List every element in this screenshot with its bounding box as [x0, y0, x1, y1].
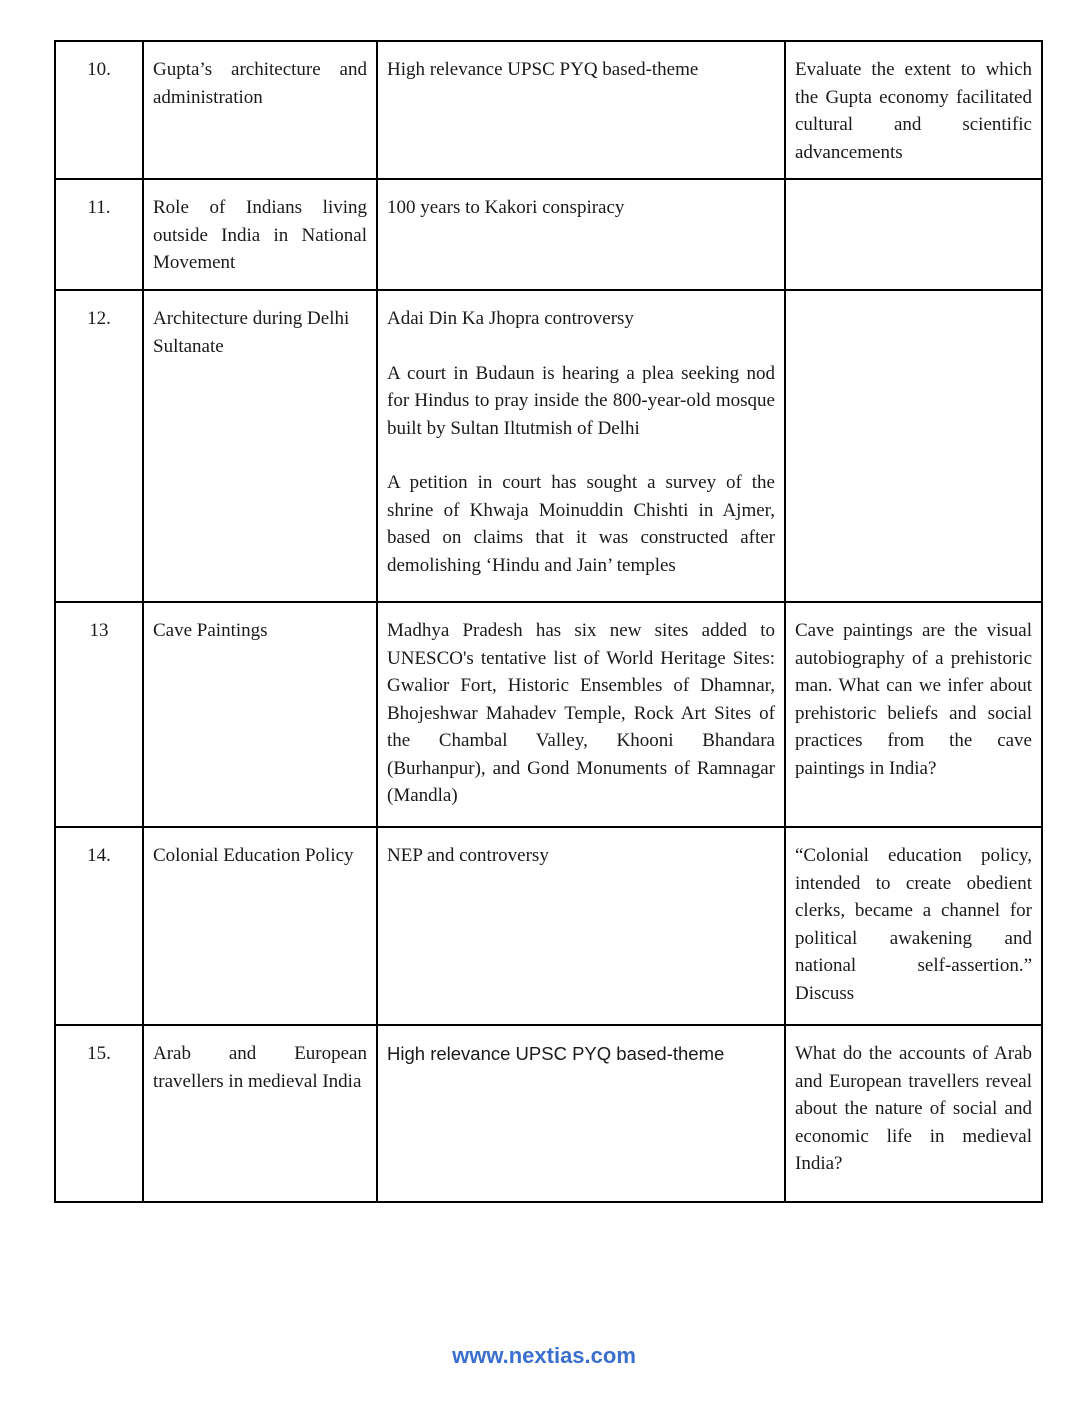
news-cell — [377, 290, 785, 602]
news-paragraph: A court in Budaun is hearing a plea seeking nod for Hindus to pray inside the 800-year-old mosque built by Sultan Iltutmish of Delhi — [387, 362, 775, 439]
question-cell: “Colonial education policy, intended to create obedient clerks, became a channel for political awakening and national self-assertion.” Discuss — [785, 827, 1042, 1025]
news-cell — [377, 179, 785, 290]
topic-cell: Gupta’s architecture and administration — [143, 41, 377, 179]
topics-table — [54, 40, 1043, 1203]
news-paragraph: A petition in court has sought a survey of the shrine of Khwaja Moinuddin Chishti in Ajmer, based on claims that it was constructed after demolishing ‘Hindu and Jain’ temples — [387, 472, 775, 576]
news-paragraph: Madhya Pradesh has six new sites added to UNESCO's tentative list of World Heritage Sites: Gwalior Fort, Historic Ensembles of Dhamnar, Bhojeshwar Mahadev Temple, Rock Art Sites of the Chambal Valley, Khooni Bhandara (Burhanpur), and Gond Monuments of Ramnagar (Mandla) — [387, 620, 775, 806]
row-number: 11. — [55, 179, 143, 290]
news-paragraph: 100 years to Kakori conspiracy — [387, 197, 625, 218]
table-row — [55, 290, 1042, 602]
news-cell — [377, 1025, 785, 1202]
table-row — [55, 1025, 1042, 1202]
question-cell: Evaluate the extent to which the Gupta economy facilitated cultural and scientific advancements — [785, 41, 1042, 179]
table-row — [55, 827, 1042, 1025]
row-number: 12. — [55, 290, 143, 602]
topic-cell: Arab and European travellers in medieval India — [143, 1025, 377, 1202]
row-number: 14. — [55, 827, 143, 1025]
news-paragraph: High relevance UPSC PYQ based-theme — [387, 59, 699, 80]
table-row — [55, 179, 1042, 290]
question-cell: Cave paintings are the visual autobiography of a prehistoric man. What can we infer about prehistoric beliefs and social practices from the cave paintings in India? — [785, 602, 1042, 827]
news-cell — [377, 602, 785, 827]
question-cell: What do the accounts of Arab and European travellers reveal about the nature of social and economic life in medieval India? — [785, 1025, 1042, 1202]
news-cell — [377, 827, 785, 1025]
topic-cell: Colonial Education Policy — [143, 827, 377, 1025]
row-number: 15. — [55, 1025, 143, 1202]
news-paragraph: High relevance UPSC PYQ based-theme — [387, 1043, 725, 1064]
table-row — [55, 602, 1042, 827]
table-row — [55, 41, 1042, 179]
news-paragraph: NEP and controversy — [387, 845, 549, 866]
topic-cell: Role of Indians living outside India in National Movement — [143, 179, 377, 290]
news-cell — [377, 41, 785, 179]
row-number: 10. — [55, 41, 143, 179]
topic-cell: Cave Paintings — [143, 602, 377, 827]
question-cell — [785, 179, 1042, 290]
question-cell — [785, 290, 1042, 602]
news-paragraph: Adai Din Ka Jhopra controversy — [387, 308, 634, 329]
row-number: 13 — [55, 602, 143, 827]
topic-cell: Architecture during Delhi Sultanate — [143, 290, 377, 602]
footer-website-link[interactable]: www.nextias.com — [452, 1343, 636, 1368]
